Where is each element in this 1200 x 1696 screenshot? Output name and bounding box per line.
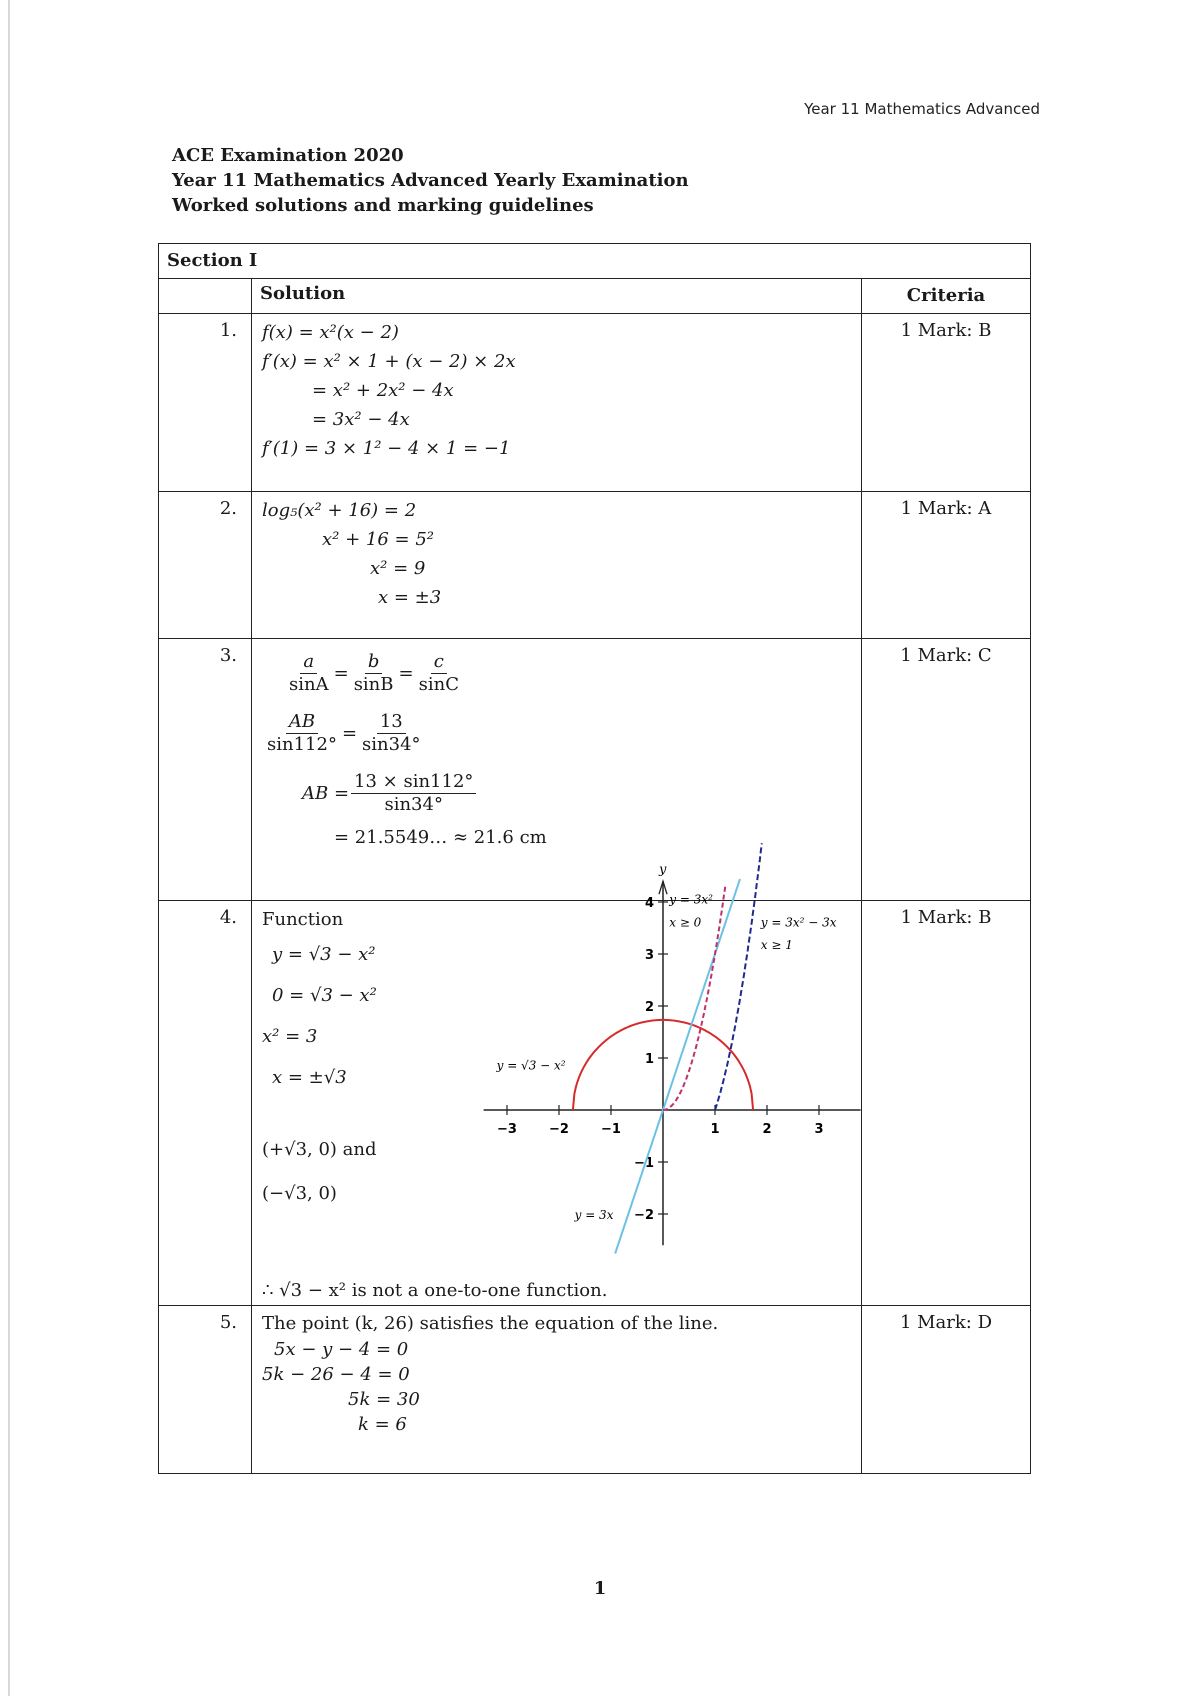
fraction: $\frac{13 \times \sin 112^\circ}{\sin 34^\circ}$ xyxy=(351,771,476,816)
question-row-5 xyxy=(159,1306,1031,1474)
solution-line: f′(x) = x² × 1 + (x − 2) × 2x xyxy=(262,351,516,372)
line-y-3x xyxy=(615,879,740,1253)
solution-line: 5x − y − 4 = 0 xyxy=(274,1339,409,1360)
solution-line: = 3x² − 4x xyxy=(312,409,410,430)
line-y-3x-label: y = 3x xyxy=(574,1208,614,1223)
solution-line: 0 = √3 − x² xyxy=(272,985,377,1006)
x-tick-label: −1 xyxy=(601,1122,621,1137)
curve-3x-squared-minus-3x-domain-label: x ≥ 1 xyxy=(760,937,793,952)
solution-line: = x² + 2x² − 4x xyxy=(312,380,454,401)
solution-line: (+√3, 0) and xyxy=(262,1139,377,1160)
x-tick-label: 1 xyxy=(710,1122,720,1137)
solution-line: x = ±√3 xyxy=(272,1067,347,1088)
solution-line: (−√3, 0) xyxy=(262,1183,337,1204)
header-num-cell xyxy=(159,279,252,314)
header-solution: Solution xyxy=(252,279,862,314)
solution-cell xyxy=(252,492,862,639)
solution-line: f(x) = x²(x − 2) xyxy=(262,322,399,343)
curve-3x-squared-domain-label: x ≥ 0 xyxy=(669,915,702,930)
x-tick-label: 2 xyxy=(762,1122,772,1137)
x-tick-label: −2 xyxy=(549,1122,569,1137)
header-row xyxy=(159,279,1031,314)
function-label: Function xyxy=(262,909,344,930)
fraction: $\frac{a}{\sin A}$ xyxy=(289,650,329,695)
title-line-1: ACE Examination 2020 xyxy=(172,145,404,166)
criteria-cell: 1 Mark: D xyxy=(862,1306,1031,1474)
result-line: = 21.5549… ≈ 21.6 cm xyxy=(334,827,547,848)
title-line-2: Year 11 Mathematics Advanced Yearly Examination xyxy=(172,170,689,191)
page-edge xyxy=(8,0,10,1696)
x-tick-label: −3 xyxy=(497,1122,517,1137)
criteria-cell: 1 Mark: B xyxy=(862,901,1031,1306)
curve-3x-squared-minus-3x-label: y = 3x² − 3x xyxy=(760,915,837,930)
solution-cell xyxy=(252,639,862,901)
question-row-4 xyxy=(159,901,1031,1306)
fraction: $\frac{c}{\sin C}$ xyxy=(418,650,459,695)
solution-line: The point (k, 26) satisfies the equation of the line. xyxy=(262,1313,719,1334)
question-number: 2. xyxy=(159,492,252,639)
solution-line: 5k = 30 xyxy=(348,1389,420,1410)
equals-sign: = xyxy=(398,662,414,684)
y-tick-label: 4 xyxy=(644,896,654,911)
solution-line: k = 6 xyxy=(358,1414,407,1435)
title-line-3: Worked solutions and marking guidelines xyxy=(172,195,594,216)
y-tick-label: −2 xyxy=(634,1208,654,1223)
fraction: $\frac{AB}{\sin 112^\circ}$ xyxy=(267,710,337,755)
solution-cell xyxy=(252,862,862,1306)
question-row-1 xyxy=(159,314,1031,492)
curve-3x-squared-label: y = 3x² xyxy=(669,892,713,907)
solution-line: f′(1) = 3 × 1² − 4 × 1 = −1 xyxy=(262,438,511,459)
y-axis-label: y xyxy=(659,862,667,878)
substitution-line xyxy=(262,703,851,763)
equals-sign: = xyxy=(341,722,358,744)
question-number: 4. xyxy=(159,901,252,1306)
rearranged-line xyxy=(262,763,851,823)
solutions-table xyxy=(158,243,1031,1474)
solution-line: 5k − 26 − 4 = 0 xyxy=(262,1364,410,1385)
solution-line: x² + 16 = 5² xyxy=(322,529,434,550)
document-title-block xyxy=(172,143,689,218)
solution-cell xyxy=(252,1306,862,1474)
y-tick-label: 1 xyxy=(644,1052,654,1067)
question-row-3 xyxy=(159,639,1031,901)
page-number: 1 xyxy=(593,1578,607,1599)
working-column xyxy=(262,905,377,1216)
y-tick-label: −1 xyxy=(634,1156,654,1171)
solution-cell xyxy=(252,314,862,492)
equals-sign: = xyxy=(333,662,349,684)
function-graph xyxy=(460,862,837,1251)
header-criteria: Criteria xyxy=(862,279,1031,314)
criteria-cell: 1 Mark: A xyxy=(862,492,1031,639)
section-heading: Section I xyxy=(159,244,1031,279)
y-tick-label: 3 xyxy=(644,948,654,963)
conclusion-line: ∴ √3 − x² is not a one-to-one function. xyxy=(262,1280,608,1301)
solution-line: log₅(x² + 16) = 2 xyxy=(262,500,417,521)
criteria-cell: 1 Mark: C xyxy=(862,639,1031,901)
question-number: 1. xyxy=(159,314,252,492)
solution-line: x = ±3 xyxy=(378,587,442,608)
question-row-2 xyxy=(159,492,1031,639)
y-tick-label: 2 xyxy=(644,1000,654,1015)
x-tick-label: 3 xyxy=(814,1122,824,1137)
sine-rule-line xyxy=(262,643,851,703)
section-row xyxy=(159,244,1031,279)
question-number: 5. xyxy=(159,1306,252,1474)
fraction: $\frac{b}{\sin B}$ xyxy=(353,650,394,695)
fraction: $\frac{13}{\sin 34^\circ}$ xyxy=(362,710,421,755)
solution-line: x² = 3 xyxy=(262,1026,318,1047)
question-number: 3. xyxy=(159,639,252,901)
solution-line: y = √3 − x² xyxy=(272,944,376,965)
criteria-cell: 1 Mark: B xyxy=(862,314,1031,492)
semicircle-label: y = √3 − x² xyxy=(496,1058,566,1073)
solution-line: x² = 9 xyxy=(370,558,426,579)
lhs: AB = xyxy=(302,782,350,804)
running-header: Year 11 Mathematics Advanced xyxy=(804,100,1040,118)
